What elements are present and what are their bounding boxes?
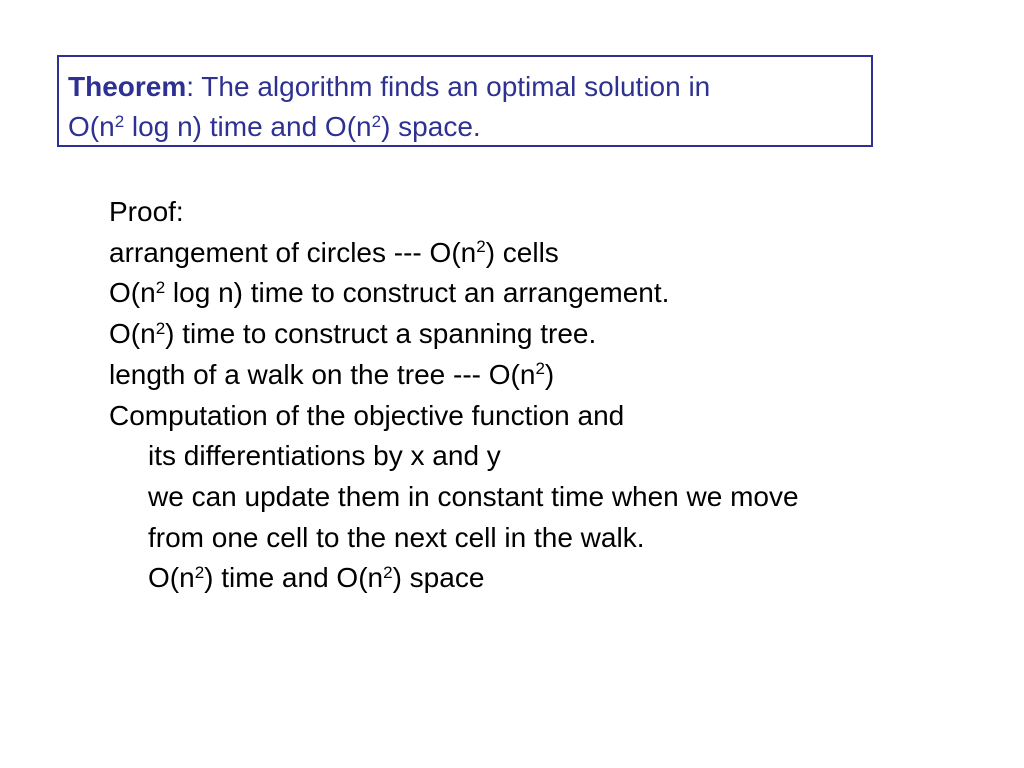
proof-subline [109, 477, 799, 518]
exponent: 2 [114, 111, 125, 131]
proof-subline [109, 436, 799, 477]
proof-text: O(n [109, 318, 156, 350]
proof-line [109, 396, 799, 437]
proof-text: from one cell to the next cell in the walk. [148, 521, 645, 553]
exponent: 2 [194, 563, 205, 582]
theorem-line-2 [68, 107, 871, 147]
proof-text: ) time to construct a spanning tree. [165, 318, 597, 350]
proof-line [109, 355, 799, 396]
theorem-text: log n) time and O(n [124, 111, 372, 142]
proof-text: O(n [109, 277, 156, 309]
exponent: 2 [155, 278, 166, 298]
proof-line [109, 314, 799, 355]
exponent: 2 [371, 111, 382, 131]
proof-text: ) [544, 358, 555, 390]
proof-subline [109, 518, 799, 559]
proof-text: O(n [148, 562, 195, 594]
theorem-text: O(n [68, 111, 115, 142]
proof-text: ) time and O(n [204, 562, 384, 594]
exponent: 2 [383, 563, 393, 582]
theorem-statement: : The algorithm finds an optimal solution in [186, 71, 711, 102]
proof-text: Computation of the objective function and [109, 399, 625, 431]
exponent: 2 [535, 359, 545, 379]
proof-text: we can update them in constant time when we move [148, 480, 799, 512]
proof-heading: Proof: [109, 196, 184, 227]
proof-text: ) cells [485, 236, 559, 268]
theorem-label: Theorem [68, 71, 187, 102]
proof-subline [109, 558, 799, 599]
proof-text: arrangement of circles --- O(n [109, 236, 477, 268]
proof-block [109, 192, 799, 599]
proof-text: its differentiations by x and y [148, 440, 501, 472]
proof-text: log n) time to construct an arrangement. [165, 277, 670, 309]
theorem-text: ) space. [381, 111, 481, 142]
theorem-line-1 [68, 67, 871, 107]
proof-line [109, 273, 799, 314]
exponent: 2 [155, 318, 166, 338]
proof-line [109, 233, 799, 274]
proof-text: length of a walk on the tree --- O(n [109, 358, 536, 390]
proof-text: ) space [392, 562, 485, 594]
theorem-box [57, 55, 873, 147]
exponent: 2 [476, 237, 486, 257]
